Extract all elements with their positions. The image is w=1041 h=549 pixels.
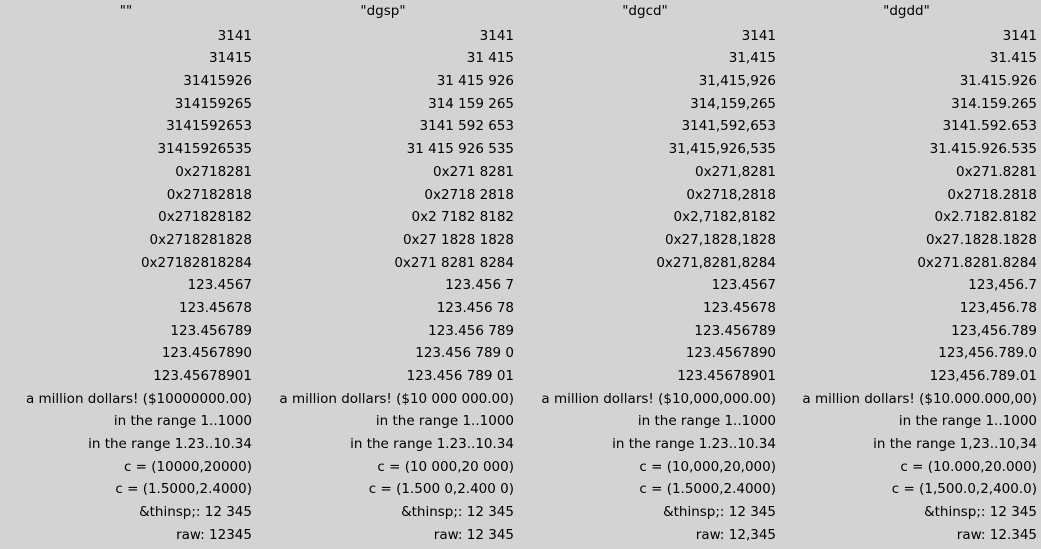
value-cell: 0x2718,2818 (686, 186, 776, 203)
value-cell: 123,456.7 (968, 277, 1037, 294)
value-cell: 314,159,265 (690, 95, 776, 112)
value-cell: 123.4567 (711, 277, 776, 294)
value-cell: 3141 592 653 (419, 118, 514, 135)
value-cell: 0x27182818 (166, 186, 252, 203)
value-cell: 3141 (217, 27, 252, 44)
value-cell: 3141,592,653 (681, 118, 776, 135)
value-cell: 3141 (1002, 27, 1037, 44)
value-cell: &thinsp;: 12 345 (401, 504, 514, 521)
value-cell: 3141592653 (166, 118, 252, 135)
value-cell: 0x2718 2818 (424, 186, 514, 203)
value-cell: raw: 12,345 (695, 526, 776, 543)
value-cell: in the range 1..1000 (637, 413, 776, 430)
value-cell: 0x2 7182 8182 (411, 209, 514, 226)
value-cell: 123,456.789 (951, 322, 1037, 339)
value-cell: 31415 (209, 50, 252, 67)
value-cell: 0x27182818284 (140, 254, 252, 271)
value-cell: in the range 1.23..10.34 (88, 436, 252, 453)
column-dgcd (514, 0, 776, 549)
value-cell: &thinsp;: 12 345 (663, 504, 776, 521)
value-cell: 123.456789 (170, 322, 252, 339)
value-cell: 0x27,1828,1828 (664, 231, 776, 248)
value-cell: c = (10,000,20,000) (639, 458, 776, 475)
value-cell: c = (10.000,20.000) (900, 458, 1037, 475)
value-cell: 123,456.78 (959, 299, 1037, 316)
value-cell: 0x2718281828 (149, 231, 252, 248)
value-cell: raw: 12.345 (956, 526, 1037, 543)
value-cell: 31,415,926,535 (668, 141, 776, 158)
value-cell: a million dollars! ($10.000.000,00) (802, 390, 1037, 407)
value-cell: 0x2718281 (175, 163, 252, 180)
value-cell: in the range 1.23..10.34 (612, 436, 776, 453)
value-cell: 123.456 789 01 (406, 368, 514, 384)
value-cell: 0x271.8281.8284 (917, 254, 1037, 271)
value-cell: 123.45678 (702, 299, 776, 316)
value-cell: 123.4567 (187, 277, 252, 294)
value-cell: 123.4567890 (685, 345, 776, 362)
value-cell: 123.456 7 (445, 277, 514, 294)
value-cell: &thinsp;: 12 345 (924, 504, 1037, 521)
value-cell: c = (1.500 0,2.400 0) (368, 481, 514, 498)
value-cell: 123.4567890 (161, 345, 252, 362)
column-header: "dgcd" (622, 3, 668, 19)
value-cell: 123.456789 (694, 322, 776, 339)
value-cell: 31,415 (728, 50, 776, 67)
value-cell: c = (1.5000,2.4000) (115, 481, 252, 498)
value-cell: 31.415 (989, 50, 1037, 67)
value-cell: a million dollars! ($10,000,000.00) (541, 390, 776, 407)
value-cell: 123.45678 (178, 299, 252, 316)
value-cell: 31 415 926 535 (406, 141, 514, 158)
value-cell: 0x271828182 (158, 209, 252, 226)
value-cell: 0x271 8281 (433, 163, 514, 180)
value-cell: 31 415 (466, 50, 514, 67)
value-cell: in the range 1..1000 (375, 413, 514, 430)
value-cell: 0x271,8281,8284 (656, 254, 776, 271)
value-cell: 31,415,926 (698, 73, 776, 90)
value-cell: in the range 1.23..10.34 (350, 436, 514, 453)
value-cell: 3141 (479, 27, 514, 44)
value-cell: c = (10000,20000) (123, 458, 252, 475)
column-dgsp (252, 0, 514, 549)
column-header: "dgdd" (883, 3, 930, 19)
value-cell: 31.415.926 (959, 73, 1037, 90)
value-cell: in the range 1,23..10,34 (873, 436, 1037, 453)
value-cell: 123.45678901 (677, 368, 776, 384)
value-cell: 0x27.1828.1828 (925, 231, 1037, 248)
value-cell: raw: 12 345 (433, 526, 514, 543)
value-cell: in the range 1..1000 (898, 413, 1037, 430)
value-cell: a million dollars! ($10000000.00) (25, 390, 252, 407)
value-cell: 0x2,7182,8182 (673, 209, 776, 226)
value-cell: raw: 12345 (176, 526, 252, 543)
value-cell: 3141 (741, 27, 776, 44)
value-cell: 314 159 265 (428, 95, 514, 112)
value-cell: 31 415 926 (436, 73, 514, 90)
value-cell: 123.45678901 (153, 368, 252, 384)
value-cell: 123.456 789 0 (415, 345, 514, 362)
value-cell: 0x2.7182.8182 (934, 209, 1037, 226)
value-cell: c = (10 000,20 000) (377, 458, 514, 475)
value-cell: &thinsp;: 12 345 (139, 504, 252, 521)
value-cell: 0x271.8281 (956, 163, 1037, 180)
value-cell: 123,456.789.0 (938, 345, 1037, 362)
column-header: "dgsp" (360, 3, 406, 19)
value-cell: 0x271,8281 (695, 163, 776, 180)
value-cell: c = (1.5000,2.4000) (639, 481, 776, 498)
value-cell: 123.456 789 (428, 322, 514, 339)
value-cell: 314159265 (174, 95, 252, 112)
value-cell: 31415926535 (157, 141, 252, 158)
column-header: "" (119, 3, 133, 19)
value-cell: 314.159.265 (951, 95, 1037, 112)
value-cell: 3141.592.653 (942, 118, 1037, 135)
column-dgdd (776, 0, 1037, 549)
value-cell: 0x27 1828 1828 (402, 231, 514, 248)
value-cell: 31415926 (183, 73, 252, 90)
value-cell: c = (1,500.0,2,400.0) (891, 481, 1037, 498)
value-cell: 123,456.789.01 (929, 368, 1037, 384)
value-cell: 0x2718.2818 (947, 186, 1037, 203)
value-cell: 123.456 78 (436, 299, 514, 316)
column-default (0, 0, 252, 549)
value-cell: a million dollars! ($10 000 000.00) (279, 390, 514, 407)
value-cell: in the range 1..1000 (113, 413, 252, 430)
value-cell: 0x271 8281 8284 (394, 254, 514, 271)
value-cell: 31.415.926.535 (929, 141, 1037, 158)
